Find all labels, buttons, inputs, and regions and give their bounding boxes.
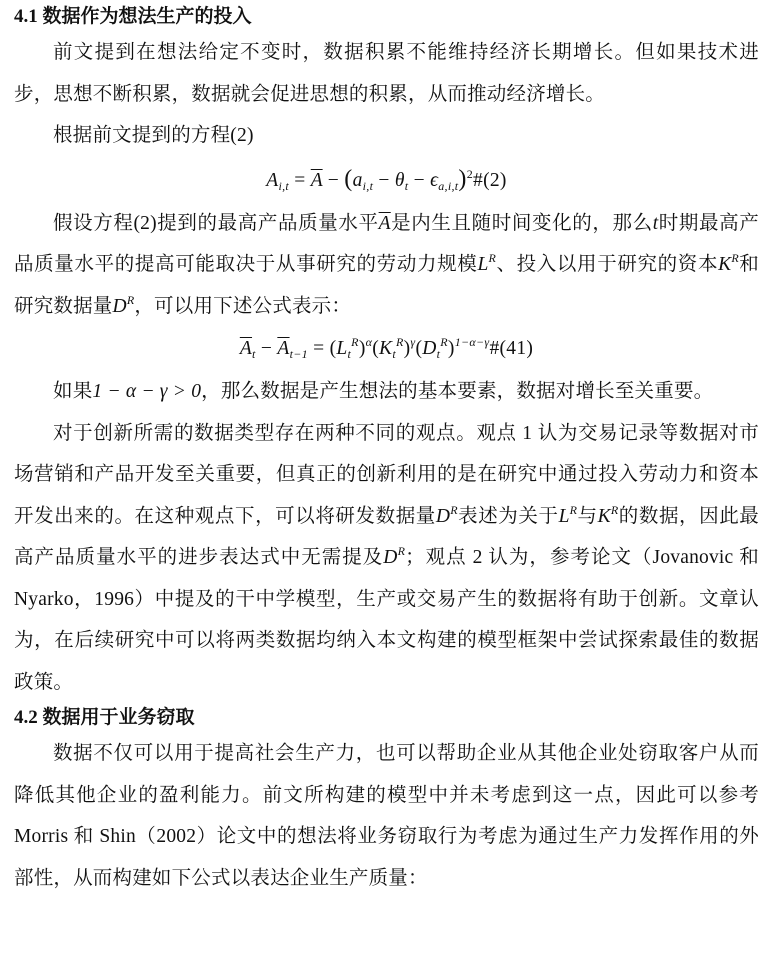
paragraph-4-1-1: 前文提到在想法给定不变时，数据积累不能维持经济长期增长。但如果技术进步，思想不断积累，数据就会促进思想的积累，从而推动经济增长。 bbox=[14, 42, 759, 105]
paragraph-4-1-2: 根据前文提到的方程(2) bbox=[53, 125, 254, 146]
section-heading-4-2: 4.2 数据用于业务窃取 bbox=[14, 707, 195, 728]
paragraph-4-1-3: 假设方程(2)提到的最高产品质量水平$\overline{A}$是内生且随时间变化的，那么t时期最高产品质量水平的提高可能取决于从事研究的劳动力规模$L^R$、投入以用于研究的资本$K^R$和研究数据量$D^R$，可以用下述公式表示： bbox=[14, 212, 760, 317]
equation-2: $A_{i,t} = \overline{A} - (a_{i,t} - \theta_t$ − $\epsilon_{a,i,t})^2\#(2)$ bbox=[266, 165, 507, 193]
section-heading-4-1: 4.1 数据作为想法生产的投入 bbox=[14, 6, 252, 27]
paragraph-4-2-1: 数据不仅可以用于提高社会生产力，也可以帮助企业从其他企业处窃取客户从而降低其他企业的盈利能力。前文所构建的模型中并未考虑到这一点，因此可以参考 Morris 和 Shin（2002）论文中的想法将业务窃取行为考虑为通过生产力发挥作用的外部性，从而构建如下公式以表达企业生产质量： bbox=[14, 743, 759, 889]
equation-41: $\overline{A}_t - \overline{A}_{t-1}$ = $(L_t^R)^\alpha(K_t^R)^\gamma(D_t^R)^{1-\alpha-\gamma}\#(41)$ bbox=[239, 335, 534, 361]
paragraph-4-1-4: 如果1 − α − γ > 0，那么数据是产生想法的基本要素，数据对增长至关重要。 bbox=[53, 381, 714, 402]
paragraph-4-1-5: 对于创新所需的数据类型存在两种不同的观点。观点 1 认为交易记录等数据对市场营销和产品开发至关重要，但真正的创新利用的是在研究中通过投入劳动力和资本开发出来的。在这种观点下，可以将研发数据量$D^R$表述为关于$L^R$与$K^R$的数据，因此最高产品质量水平的进步表达式中无需提及$D^R$；观点 2 认为，参考论文（Jovanovic 和 Nyarko，1996）中提及的干中学模型，生产或交易产生的数据将有助于创新。文章认为，在后续研究中可以将两类数据均纳入本文构建的模型框架中尝试探索最佳的数据政策。 bbox=[14, 422, 760, 693]
